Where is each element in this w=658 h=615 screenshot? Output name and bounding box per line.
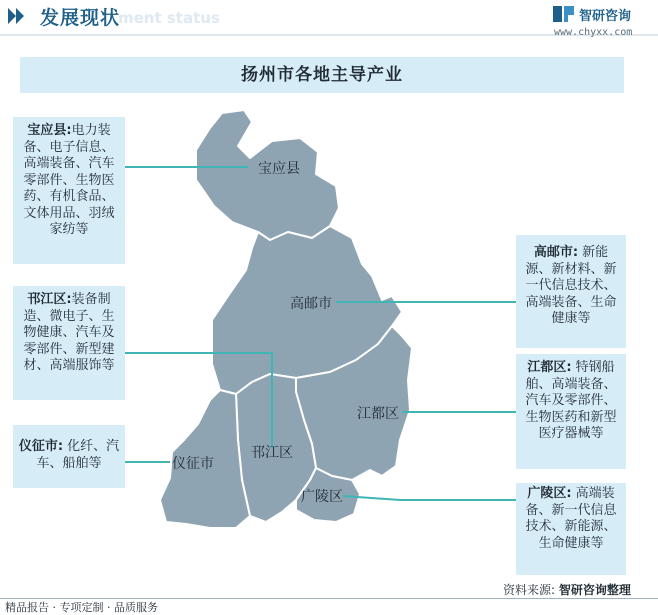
header-title: 发展现状 — [40, 7, 121, 29]
box-region-name: 邗江区: — [27, 292, 72, 307]
map-label-guangling: 广陵区 — [301, 489, 343, 505]
source-value: 智研咨询整理 — [558, 583, 631, 597]
industry-box-guangling — [516, 483, 626, 575]
map-label-gaoyou: 高邮市 — [290, 296, 332, 312]
diagram-title: 扬州市各地主导产业 — [241, 65, 403, 85]
box-region-name: 广陵区: — [527, 486, 572, 501]
brand-name: 智研咨询 — [579, 9, 632, 24]
map-label-jiangdu: 江都区 — [357, 406, 399, 422]
box-industry-text: 新能源、新材料、新一代信息技术、高端装备、生命健康等 — [525, 245, 617, 326]
box-industry-text: 高端装备、新一代信息技术、新能源、生命健康等 — [525, 486, 617, 551]
box-industry-text: 装备制造、微电子、生物健康、汽车及零部件、新型建材、高端服饰等 — [23, 292, 115, 373]
box-industry-text: 电力装备、电子信息、高端装备、汽车零部件、生物医药、有机食品、文体用品、羽绒家纺等 — [23, 123, 115, 237]
map-label-baoying: 宝应县 — [258, 161, 300, 177]
box-industry-text: 特钢船舶、高端装备、汽车及零部件、生物医药和新型医疗器械等 — [525, 360, 617, 441]
box-region-name: 高邮市: — [533, 245, 579, 260]
industry-box-yizheng — [13, 425, 125, 488]
box-region-name: 江都区: — [527, 360, 572, 375]
industry-box-gaoyou — [516, 235, 626, 348]
map-label-yizheng: 仪征市 — [172, 456, 214, 472]
industry-box-jiangdu — [516, 354, 626, 469]
box-region-name: 仪征市: — [18, 439, 64, 454]
box-industry-text: 化纤、汽车、船舶等 — [36, 439, 120, 471]
header-subtitle: ment status — [118, 9, 220, 27]
brand-url: www.chyxx.com — [554, 27, 633, 38]
industry-box-hanjiang — [13, 286, 125, 400]
source-note — [503, 581, 631, 598]
footer-tagline: 精品报告 · 专项定制 · 品质服务 — [5, 601, 158, 614]
industry-box-baoying — [13, 117, 125, 264]
box-region-name: 宝应县: — [27, 123, 72, 138]
map-label-hanjiang: 邗江区 — [251, 445, 293, 461]
source-label: 资料来源: — [503, 583, 556, 597]
leader-line-guangling — [343, 496, 516, 500]
